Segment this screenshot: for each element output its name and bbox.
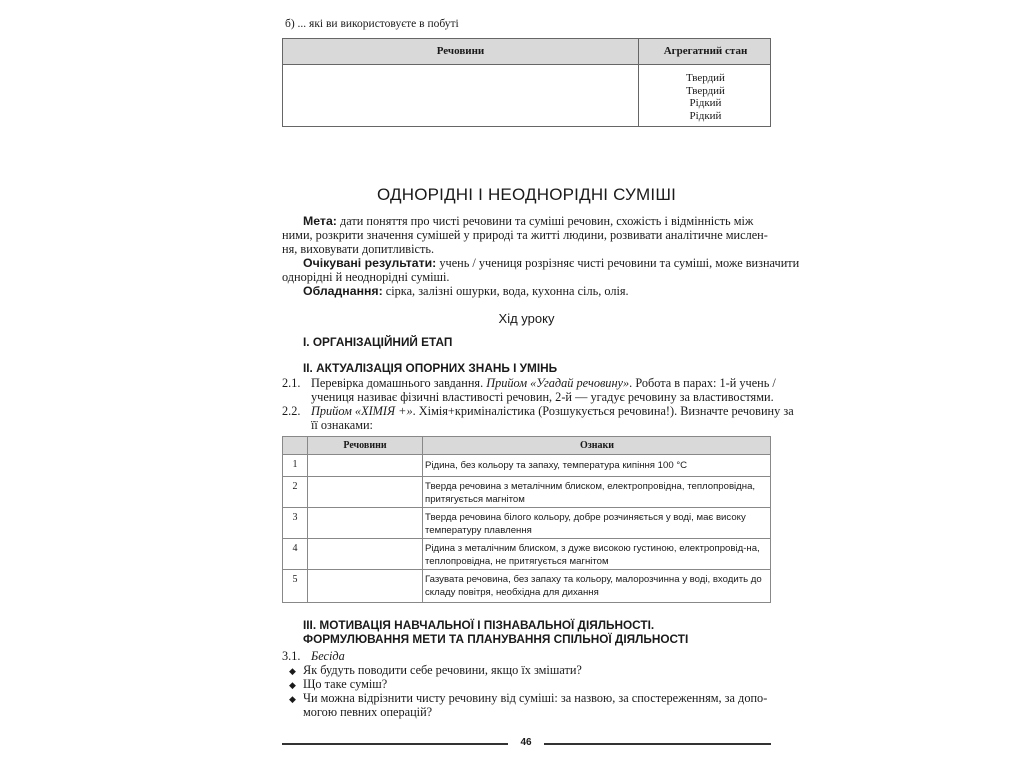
state-item: Рідкий [689,109,722,122]
goal-line-1 [303,214,753,228]
item-2-1-line-2: учениця називає фізичні властивості речовин, 2-й — угадує речовину за властивостями. [311,390,774,404]
equipment-text: сірка, залізні ошурки, вода, кухонна сіль, олія. [385,284,629,298]
diamond-bullet-icon: ◆ [289,694,296,704]
page-title: ОДНОРІДНІ І НЕОДНОРІДНІ СУМІШІ [376,185,677,204]
column-header-substances: Речовини [343,440,387,451]
footer-rule-right [544,743,771,745]
page-number: 46 [520,737,532,748]
results-line-1 [303,256,799,270]
state-list [639,72,772,122]
state-item: Твердий [686,84,725,97]
item-number: 2.2. [282,404,301,418]
question-item: Що таке суміш? [303,677,388,691]
column-header-substances: Речовини [436,45,485,57]
item-number: 3.1. [282,649,301,663]
question-item: Як будуть поводити себе речовини, якщо їх змішати? [303,663,582,677]
section-3-heading-line-1: III. МОТИВАЦІЯ НАВЧАЛЬНОЇ І ПІЗНАВАЛЬНОЇ ДІЯЛЬНОСТІ. [303,618,655,632]
table-row: 1 Рідина, без кольору та запаху, температура кипіння 100 °С [283,455,770,477]
item-3-1: 3.1. Бесіда [282,649,345,663]
column-header-state: Агрегатний стан [663,45,748,57]
results-line-2: однорідні й неоднорідні суміші. [282,270,450,284]
section-2-heading: II. АКТУАЛІЗАЦІЯ ОПОРНИХ ЗНАНЬ І УМІНЬ [303,361,558,375]
equipment-label: Обладнання: [303,284,383,298]
state-item: Рідкий [689,97,722,109]
goal-text: дати поняття про чисті речовини та суміші речовин, схожість і відмінність між [339,214,754,228]
footer-rule-left [282,743,508,745]
substance-state-table [282,38,771,127]
results-text: учень / учениця розрізняє чисті речовини та суміші, може визначити [439,256,800,270]
table-row: 3 Тверда речовина білого кольору, добре розчиняється у воді, має високу температуру плавлення [283,508,770,539]
item-number: 2.1. [282,376,301,390]
item-2-2-line-2: її ознаками: [311,418,373,432]
results-label: Очікувані результати: [303,256,437,270]
substance-clues-table [282,436,771,603]
diamond-bullet-icon: ◆ [289,680,296,690]
state-item: Твердий [686,72,725,84]
goal-line-2: ними, розкрити значення сумішей у природі та житті людини, розвивати аналітичне мислен- [282,228,768,242]
table-row: 4 Рідина з металічним блиском, з дуже високою густиною, електропровід-на, теплопровідна, не притягується магнітом [283,539,770,570]
table-row: 2 Тверда речовина з металічним блиском, електропровідна, теплопровідна, притягується магнітом [283,477,770,508]
question-item-continuation: могою певних операцій? [303,705,433,719]
question-item: Чи можна відрізнити чисту речовину від суміші: за назвою, за спостереженням, за допо- [303,691,768,705]
section-1-heading: I. ОРГАНІЗАЦІЙНИЙ ЕТАП [303,335,453,349]
table-row: 5 Газувата речовина, без запаху та кольору, малорозчинна у воді, входить до складу повітря, необхідна для дихання [292,574,762,598]
equipment-line [303,284,629,298]
item-2-2-line-1: 2.2. Прийом «ХІМІЯ +». Хімія+криміналістика (Розшукується речовина!). Визначте речовину за [282,404,794,418]
column-header-clues: Ознаки [579,440,615,451]
goal-label: Мета: [303,214,337,228]
goal-line-3: ня, виховувати допитливість. [282,242,435,256]
lesson-heading: Хід уроку [498,311,555,326]
intro-line: б) ... які ви використовуєте в побуті [285,18,459,30]
item-2-1-line-1: 2.1. Перевірка домашнього завдання. Прийом «Угадай речовину». Робота в парах: 1-й учень / [282,376,776,390]
diamond-bullet-icon: ◆ [289,666,296,676]
section-3-heading-line-2: ФОРМУЛЮВАННЯ МЕТИ ТА ПЛАНУВАННЯ СПІЛЬНОЇ ДІЯЛЬНОСТІ [303,632,689,646]
